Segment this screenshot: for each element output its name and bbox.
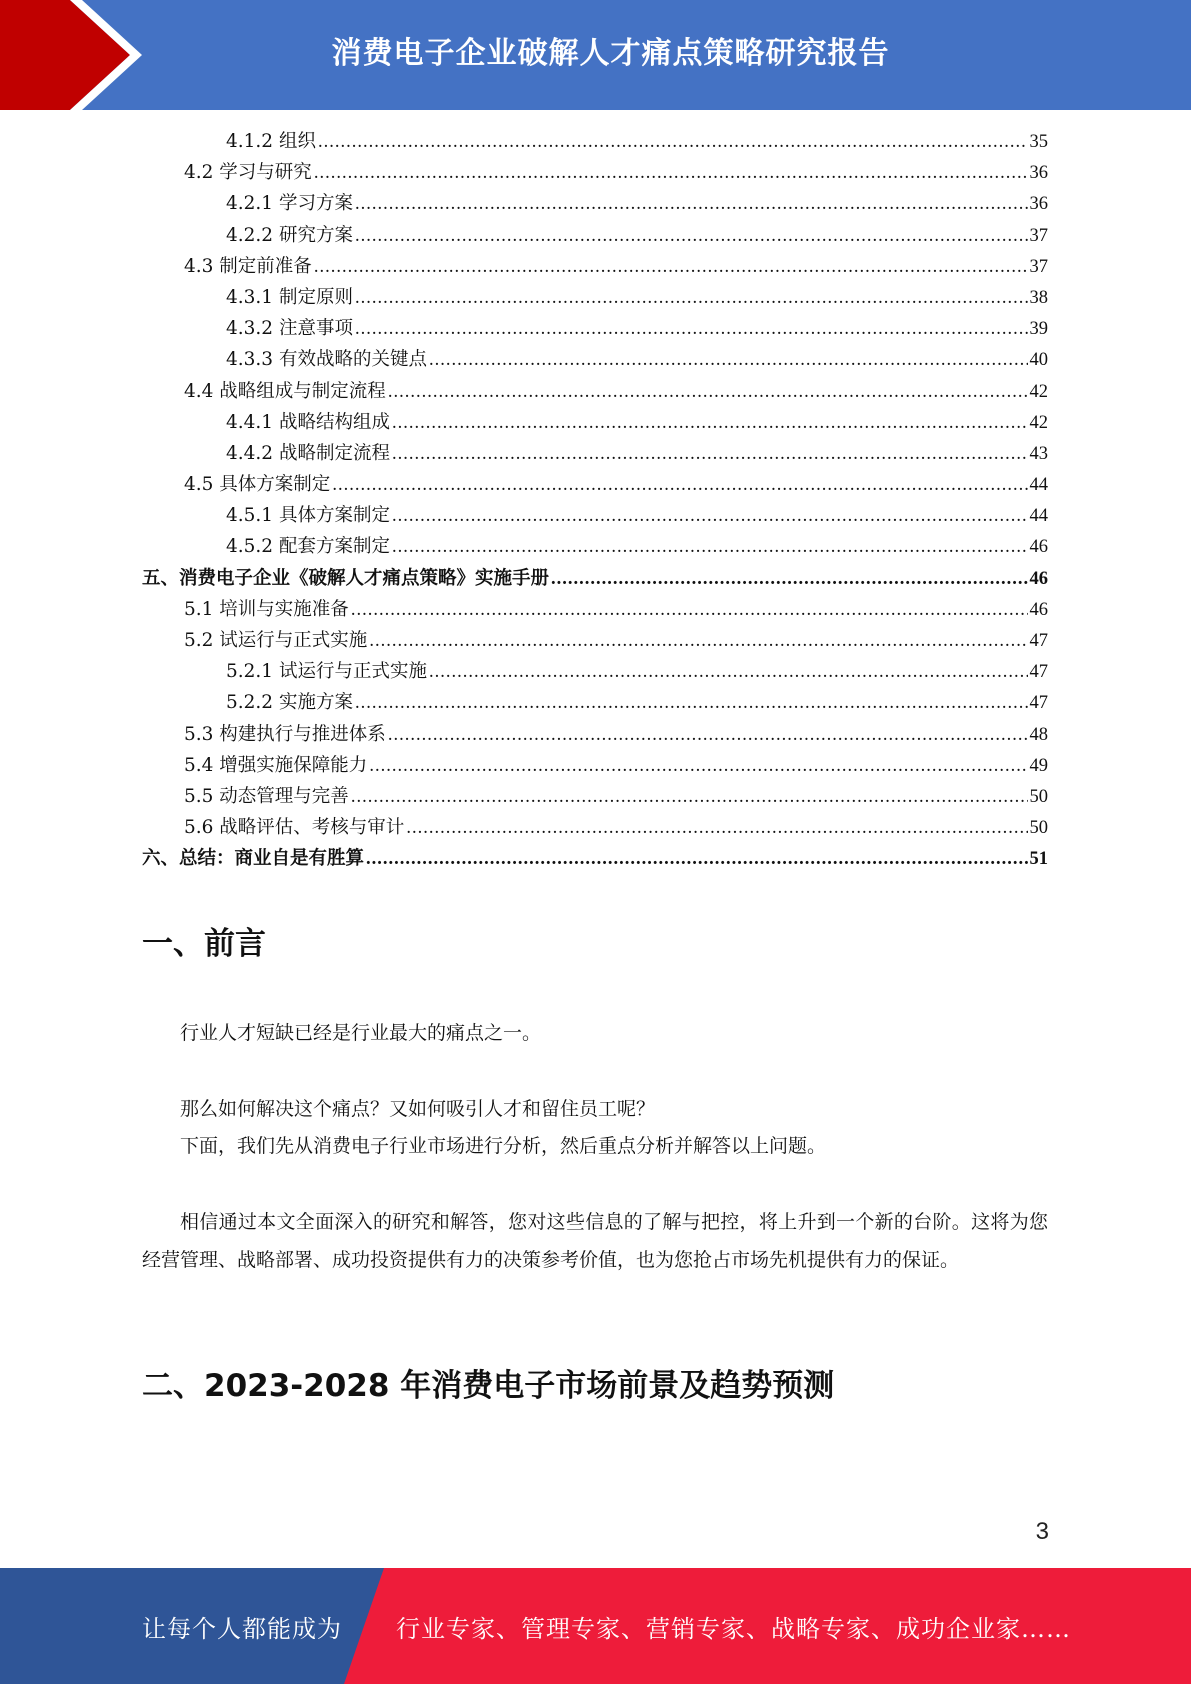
toc-entry[interactable]: [142, 843, 1048, 874]
toc-entry-label: 5.1 培训与实施准备: [184, 598, 349, 620]
header-chevron-decoration: [0, 0, 160, 110]
toc-entry[interactable]: [142, 313, 1048, 344]
toc-entry-page: 43: [1029, 443, 1048, 464]
toc-entry-label: 5.3 构建执行与推进体系: [184, 723, 386, 745]
toc-entry-page: 48: [1029, 724, 1048, 745]
toc-dot-leader: [406, 813, 1027, 844]
toc-entry-page: 51: [1029, 849, 1048, 870]
toc-entry[interactable]: [142, 656, 1048, 687]
toc-entry[interactable]: [142, 157, 1048, 188]
toc-entry[interactable]: [142, 594, 1048, 625]
toc-entry-page: 38: [1029, 287, 1048, 308]
toc-entry[interactable]: [142, 531, 1048, 562]
toc-entry-page: 37: [1029, 225, 1048, 246]
table-of-contents: [142, 126, 1048, 875]
toc-entry-label: 4.4 战略组成与制定流程: [184, 380, 386, 402]
toc-entry-page: 40: [1029, 350, 1048, 371]
toc-entry-page: 44: [1029, 506, 1048, 527]
toc-entry-page: 37: [1029, 256, 1048, 277]
page-number: 3: [1035, 1518, 1049, 1545]
toc-dot-leader: [429, 657, 1028, 688]
toc-dot-leader: [355, 314, 1028, 345]
toc-dot-leader: [392, 532, 1028, 563]
toc-entry-label: 5.2.1 试运行与正式实施: [226, 661, 427, 683]
toc-dot-leader: [388, 377, 1028, 408]
toc-entry-label: 4.4.2 战略制定流程: [226, 442, 390, 464]
toc-dot-leader: [318, 127, 1028, 158]
toc-dot-leader: [366, 844, 1027, 875]
toc-entry-label: 4.1.2 组织: [226, 131, 316, 152]
toc-entry-page: 44: [1029, 475, 1048, 496]
toc-entry-page: 39: [1029, 319, 1048, 340]
toc-entry-label: 4.4.1 战略结构组成: [226, 411, 390, 433]
paragraph: 那么如何解决这个痛点？又如何吸引人才和留住员工呢？: [180, 1098, 656, 1120]
toc-dot-leader: [369, 751, 1027, 782]
toc-entry-label: 4.2.1 学习方案: [226, 193, 353, 215]
toc-entry-label: 4.3.3 有效战略的关键点: [226, 349, 427, 371]
toc-entry-label: 4.3.1 制定原则: [226, 286, 353, 308]
toc-dot-leader: [355, 221, 1028, 252]
footer-slogan-right: 行业专家、管理专家、营销专家、战略专家、成功企业家……: [396, 1614, 1071, 1643]
toc-entry-page: 49: [1029, 755, 1048, 776]
page-header: [0, 0, 1191, 110]
toc-entry-page: 47: [1029, 631, 1048, 651]
toc-entry[interactable]: [142, 625, 1048, 656]
toc-entry[interactable]: [142, 750, 1048, 781]
toc-entry-label: 六、总结：商业自是有胜算: [142, 848, 365, 870]
toc-entry[interactable]: [142, 407, 1048, 438]
toc-entry-label: 5.5 动态管理与完善: [184, 785, 349, 807]
toc-dot-leader: [392, 408, 1028, 439]
paragraph: 相信通过本文全面深入的研究和解答，您对这些信息的了解与把控，将上升到一个新的台阶。这将为您经营管理、战略部署、成功投资提供有力的决策参考价值，也为您抢占市场先机提供有力的保证。: [142, 1211, 1048, 1271]
toc-entry-page: 42: [1029, 412, 1048, 433]
header-title: 消费电子企业破解人才痛点策略研究报告: [331, 36, 890, 71]
footer-slogan-left: 让每个人都能成为: [142, 1614, 342, 1643]
toc-entry[interactable]: [142, 500, 1048, 531]
toc-entry[interactable]: [142, 812, 1048, 843]
toc-entry-label: 4.5.2 配套方案制定: [226, 536, 390, 558]
toc-dot-leader: [392, 501, 1028, 532]
toc-entry[interactable]: [142, 563, 1048, 594]
toc-entry-label: 4.2 学习与研究: [184, 162, 312, 184]
toc-entry-label: 5.2 试运行与正式实施: [184, 630, 368, 651]
toc-entry-page: 36: [1029, 163, 1048, 184]
section-heading-preface: 一、前言: [142, 926, 266, 962]
toc-entry-page: 46: [1029, 599, 1048, 620]
toc-entry-label: 4.5 具体方案制定: [184, 474, 331, 496]
toc-dot-leader: [392, 439, 1028, 470]
toc-dot-leader: [369, 626, 1027, 657]
toc-entry[interactable]: [142, 719, 1048, 750]
toc-dot-leader: [355, 688, 1028, 719]
toc-entry-page: 50: [1029, 818, 1048, 839]
toc-entry-page: 46: [1029, 537, 1048, 558]
toc-dot-leader: [551, 564, 1027, 595]
toc-dot-leader: [355, 283, 1028, 314]
toc-entry[interactable]: [142, 376, 1048, 407]
toc-entry[interactable]: [142, 781, 1048, 812]
toc-entry-page: 35: [1029, 132, 1048, 152]
toc-dot-leader: [351, 782, 1028, 813]
toc-entry-label: 5.4 增强实施保障能力: [184, 754, 368, 776]
toc-dot-leader: [314, 158, 1028, 189]
toc-entry-page: 36: [1029, 194, 1048, 215]
toc-dot-leader: [351, 595, 1028, 626]
toc-entry[interactable]: [142, 126, 1048, 157]
toc-entry-label: 4.5.1 具体方案制定: [226, 505, 390, 527]
toc-entry-page: 42: [1029, 381, 1048, 402]
toc-entry-label: 4.3 制定前准备: [184, 255, 312, 277]
toc-entry[interactable]: [142, 188, 1048, 219]
toc-dot-leader: [388, 720, 1028, 751]
toc-entry[interactable]: [142, 251, 1048, 282]
toc-entry-label: 4.2.2 研究方案: [226, 224, 353, 246]
toc-entry[interactable]: [142, 469, 1048, 500]
paragraph: 行业人才短缺已经是行业最大的痛点之一。: [180, 1022, 542, 1044]
toc-entry-page: 46: [1029, 568, 1048, 589]
toc-entry-page: 47: [1029, 662, 1048, 683]
page-footer: [0, 1568, 1191, 1684]
toc-entry-page: 47: [1029, 693, 1048, 714]
section-heading-market-forecast: 二、2023-2028 年消费电子市场前景及趋势预测: [142, 1368, 835, 1404]
toc-entry-label: 5.6 战略评估、考核与审计: [184, 817, 405, 839]
toc-entry-label: 五、消费电子企业《破解人才痛点策略》实施手册: [142, 567, 550, 589]
toc-entry[interactable]: [142, 687, 1048, 718]
toc-entry[interactable]: [142, 438, 1048, 469]
paragraph: 下面，我们先从消费电子行业市场进行分析，然后重点分析并解答以上问题。: [180, 1135, 827, 1157]
toc-entry[interactable]: [142, 344, 1048, 375]
toc-entry-label: 5.2.2 实施方案: [226, 692, 353, 714]
toc-dot-leader: [429, 345, 1028, 376]
toc-entry[interactable]: [142, 220, 1048, 251]
toc-dot-leader: [314, 252, 1028, 283]
toc-entry[interactable]: [142, 282, 1048, 313]
toc-entry-page: 50: [1029, 786, 1048, 807]
toc-dot-leader: [355, 189, 1028, 220]
toc-dot-leader: [332, 470, 1027, 501]
toc-entry-label: 4.3.2 注意事项: [226, 318, 353, 340]
